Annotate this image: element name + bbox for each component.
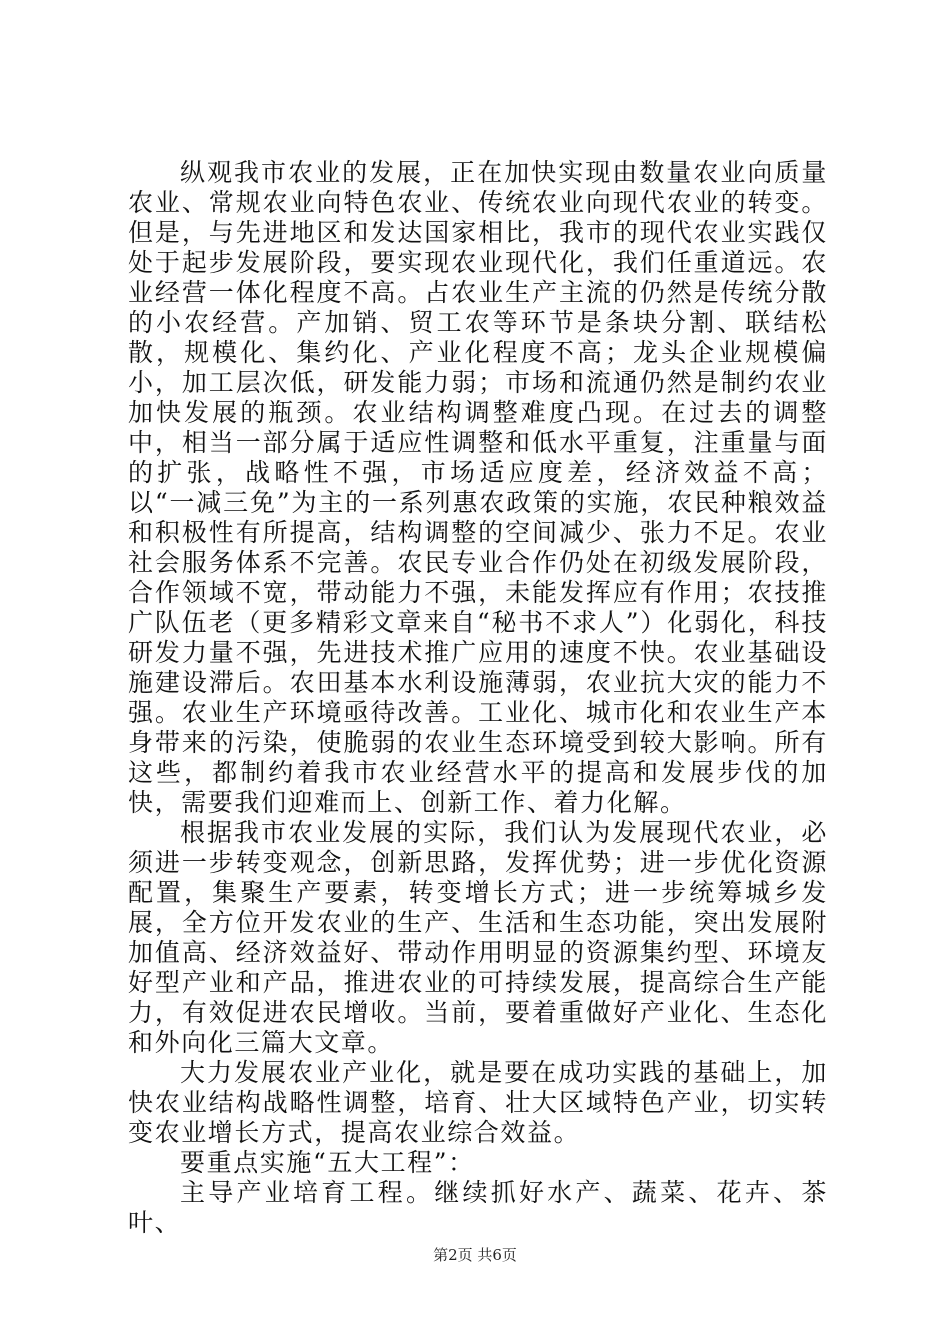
paragraph-5: 主导产业培育工程。继续抓好水产、蔬菜、花卉、茶叶、 [128,1178,828,1237]
paragraph-1: 纵观我市农业的发展，正在加快实现由数量农业向质量农业、常规农业向特色农业、传统农业向现代农业的转变。但是，与先进地区和发达国家相比，我市的现代农业实践仅处于起步发展阶段，要实现农业现代化，我们任重道远。农业经营一体化程度不高。占农业生产主流的仍然是传统分散的小农经营。产加销、贸工农等环节是条块分割、联结松散，规模化、集约化、产业化程度不高；龙头企业规模偏小，加工层次低，研发能力弱；市场和流通仍然是制约农业加快发展的瓶颈。农业结构调整难度凸现。在过去的调整中，相当一部分属于适应性调整和低水平重复，注重量与面的扩张，战略性不强，市场适应度差，经济效益不高；以“一减三免”为主的一系列惠农政策的实施，农民种粮效益和积极性有所提高，结构调整的空间减少、张力不足。农业社会服务体系不完善。农民专业合作仍处在初级发展阶段，合作领域不宽，带动能力不强，未能发挥应有作用；农技推广队伍老（更多精彩文章来自“秘书不求人”）化弱化，科技研发力量不强，先进技术推广应用的速度不快。农业基础设施建设滞后。农田基本水利设施薄弱，农业抗大灾的能力不强。农业生产环境亟待改善。工业化、城市化和农业生产本身带来的污染，使脆弱的农业生态环境受到较大影响。所有这些，都制约着我市农业经营水平的提高和发展步伐的加快，需要我们迎难而上、创新工作、着力化解。 [128,158,828,817]
paragraph-2: 根据我市农业发展的实际，我们认为发展现代农业，必须进一步转变观念，创新思路，发挥优势；进一步优化资源配置，集聚生产要素，转变增长方式；进一步统筹城乡发展，全方位开发农业的生产、生活和生态功能，突出发展附加值高、经济效益好、带动作用明显的资源集约型、环境友好型产业和产品，推进农业的可持续发展，提高综合生产能力，有效促进农民增收。当前，要着重做好产业化、生态化和外向化三篇大文章。 [128,818,828,1057]
paragraph-4: 要重点实施“五大工程”： [180,1148,475,1177]
document-body [128,158,828,1238]
paragraph-3: 大力发展农业产业化，就是要在成功实践的基础上，加快农业结构战略性调整，培育、壮大区域特色产业，切实转变农业增长方式，提高农业综合效益。 [128,1058,828,1147]
page-footer: 第2页 共6页 [433,1246,517,1264]
